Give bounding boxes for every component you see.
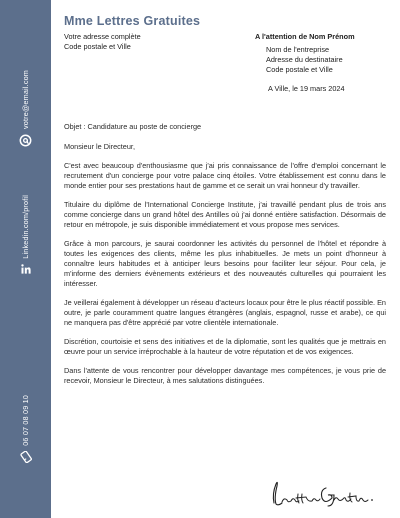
linkedin-text[interactable]: Linkedin.com/profil <box>21 195 30 259</box>
letter-body <box>64 122 386 395</box>
handwritten-signature <box>268 478 378 508</box>
email-text[interactable]: votre@email.com <box>21 70 30 130</box>
sender-address-block <box>64 32 141 52</box>
recipient-attention: A l'attention de Nom Prénom <box>255 32 355 41</box>
letter-salutation: Monsieur le Directeur, <box>64 142 135 151</box>
email-contact <box>0 70 51 147</box>
linkedin-icon <box>21 264 31 274</box>
letter-paragraph: Titulaire du diplôme de l'International Concierge Institute, j'ai travaillé pendant plus de trois ans comme concierge dans un grand hôtel des Antilles où j'ai donné entière satisfaction. Désormais de retour en métropole, je suis disponible immédiatement et vous propose mes services. <box>64 200 386 229</box>
sender-address: Votre adresse complète <box>64 32 141 41</box>
recipient-city: Code postale et Ville <box>266 64 333 74</box>
phone-contact <box>0 395 51 463</box>
letter-paragraph: C'est avec beaucoup d'enthousiasme que j'ai pris connaissance de l'offre d'emploi concernant le recrutement d'un concierge pour votre palace cinq étoiles. Votre établissement est connu dans le monde entier pour ses prestations haut de gamme et ce serait un vrai honneur d'y travailler. <box>64 161 386 190</box>
letter-paragraph: Discrétion, courtoisie et sens des initiatives et de la diplomatie, sont les qualités que je mettrais en œuvre pour un service irréprochable à la hauteur de votre réputation et de vos exigences. <box>64 337 386 356</box>
recipient-address: Adresse du destinataire <box>266 54 343 64</box>
letter-subject: Objet : Candidature au poste de concierge <box>64 122 202 131</box>
letter-paragraph: Dans l'attente de vous rencontrer pour développer davantage mes compétences, je vous prie de recevoir, Monsieur le Directeur, à mes salutations distinguées. <box>64 366 386 385</box>
linkedin-contact <box>0 195 51 274</box>
sender-name: Mme Lettres Gratuites <box>64 14 201 28</box>
phone-icon <box>20 451 32 463</box>
sender-city: Code postale et Ville <box>64 42 131 51</box>
letter-date: A Ville, le 19 mars 2024 <box>268 84 345 93</box>
phone-text[interactable]: 06 07 08 09 10 <box>21 395 30 446</box>
letter-paragraph: Grâce à mon parcours, je saurai coordonner les activités du personnel de l'hôtel et répondre à toutes les exigences des clients, même les plus inhabituelles. Je mets un point d'honneur à connaître leurs habitudes et à anticiper leurs besoins pour faciliter leur séjour. Pour cela, je m'informe des derniers évènements extérieurs et des nouveautés culturelles qui pourraient les intéresser. <box>64 239 386 288</box>
sidebar <box>0 0 51 518</box>
recipient-company: Nom de l'entreprise <box>266 45 330 54</box>
recipient-address-block <box>266 45 343 74</box>
at-icon <box>19 134 32 147</box>
letter-paragraph: Je veillerai également à développer un réseau d'acteurs locaux pour être le plus réactif possible. En outre, je parle couramment quatre langues étrangères (anglais, espagnol, russe et arabe), ce qui ne manquera pas d'être apprécié par votre clientèle internationale. <box>64 298 386 327</box>
